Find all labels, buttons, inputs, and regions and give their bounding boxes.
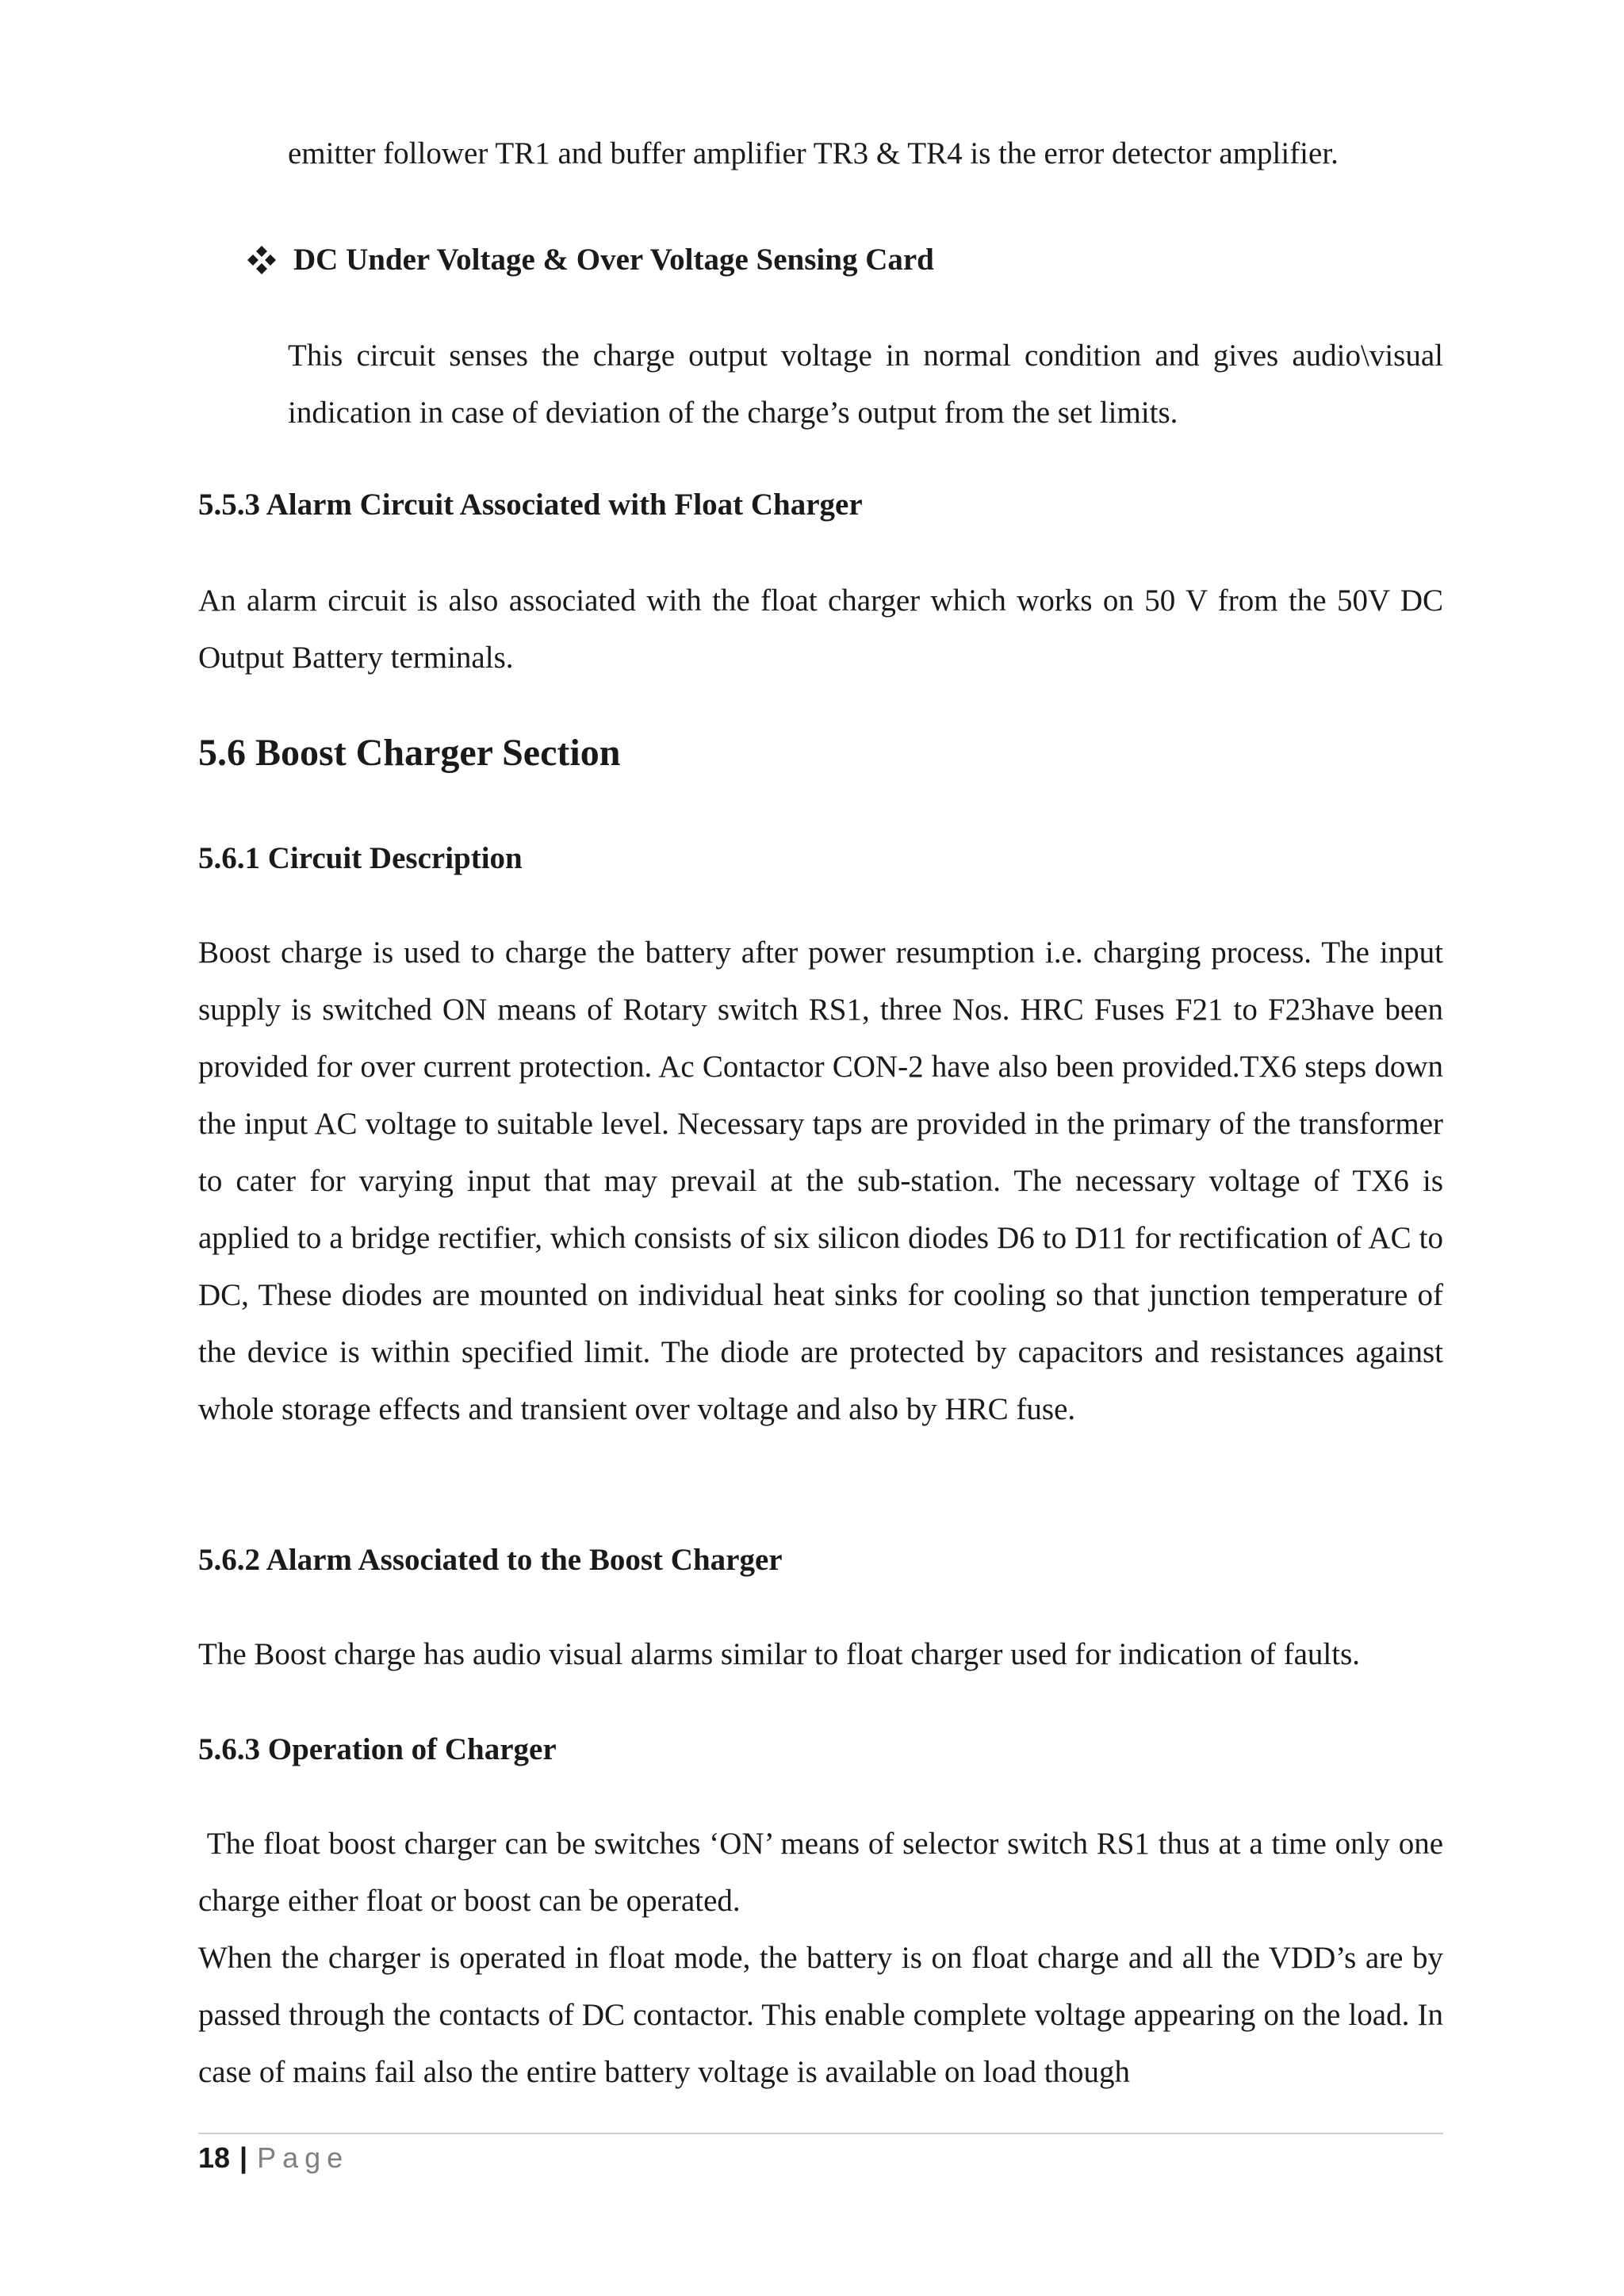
section-5-6-2-heading: 5.6.2 Alarm Associated to the Boost Charger	[198, 1543, 783, 1577]
section-5-6-2-body: The Boost charge has audio visual alarms similar to float charger used for indication of faults.	[198, 1637, 1360, 1671]
footer-separator: |	[239, 2141, 248, 2174]
dc-sensing-heading	[246, 240, 1396, 280]
section-5-6-1-body: Boost charge is used to charge the battery after power resumption i.e. charging process. The input supply is switched ON means of Rotary switch RS1, three Nos. HRC Fuses F21 to F23have been provided for over current protection. Ac Contactor CON-2 have also been provided.TX6 steps down the input AC voltage to suitable level. Necessary taps are provided in the primary of the transformer to cater for varying input that may prevail at the sub-station. The necessary voltage of TX6 is applied to a bridge rectifier, which consists of six silicon diodes D6 to D11 for rectification of AC to DC, These diodes are mounted on individual heat sinks for cooling so that junction temperature of the device is within specified limit. The diode are protected by capacitors and resistances against whole storage effects and transient over voltage and also by HRC fuse.	[198, 936, 1443, 1426]
diamond-cluster-icon	[246, 244, 278, 276]
dc-sensing-body: This circuit senses the charge output voltage in normal condition and gives audio\visual indication in case of deviation of the charge’s output from the set limits.	[288, 339, 1443, 430]
document-page	[198, 0, 1451, 2296]
page-number: 18	[198, 2141, 231, 2174]
intro-line: emitter follower TR1 and buffer amplifier TR3 & TR4 is the error detector amplifier.	[288, 136, 1339, 170]
dc-sensing-heading-text: DC Under Voltage & Over Voltage Sensing Card	[293, 243, 934, 277]
section-5-6-3-body-2: When the charger is operated in float mode, the battery is on float charge and all the VDD’s are by passed through the contacts of DC contactor. This enable complete voltage appearing on the load. In case of mains fail also the entire battery voltage is available on load though	[198, 1941, 1443, 2089]
section-5-5-3-body: An alarm circuit is also associated with the float charger which works on 50 V from the 50V DC Output Battery terminals.	[198, 584, 1443, 675]
section-5-6-3-heading: 5.6.3 Operation of Charger	[198, 1732, 557, 1766]
section-5-6-1-heading: 5.6.1 Circuit Description	[198, 841, 523, 875]
section-5-6-heading: 5.6 Boost Charger Section	[198, 732, 621, 774]
section-5-5-3-heading: 5.5.3 Alarm Circuit Associated with Float Charger	[198, 488, 863, 522]
page-footer	[198, 2139, 349, 2177]
footer-divider	[198, 2133, 1443, 2134]
section-5-6-3-body-1: The float boost charger can be switches ‘ON’ means of selector switch RS1 thus at a time only one charge either float or boost can be operated.	[198, 1827, 1451, 1918]
page-label: Page	[257, 2141, 350, 2174]
